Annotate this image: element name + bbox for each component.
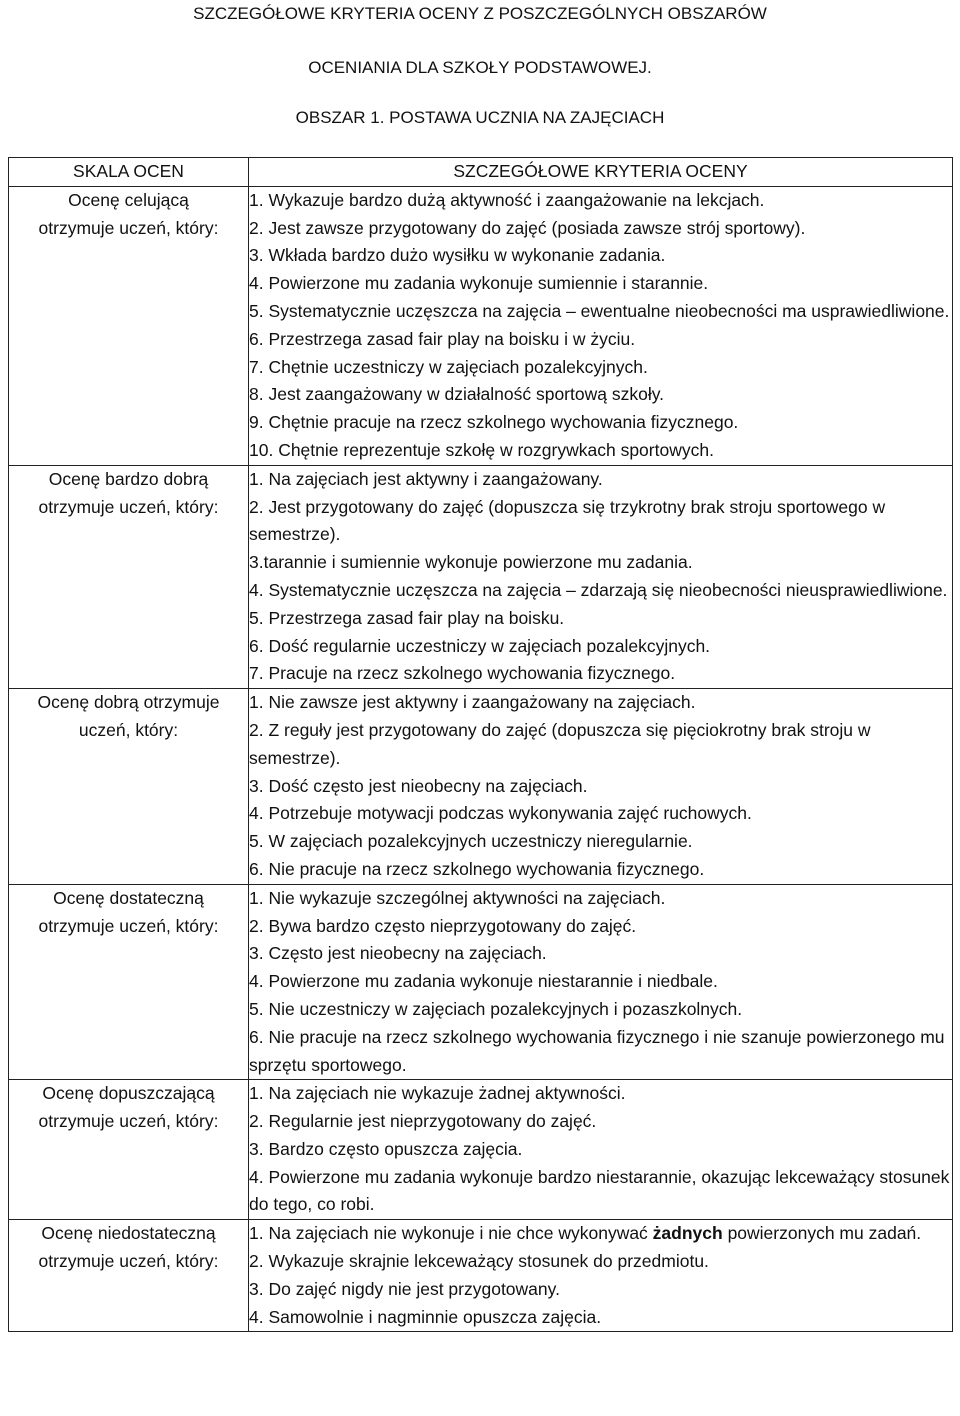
criterion-item: 2. Bywa bardzo często nieprzygotowany do zajęć. — [249, 915, 637, 936]
table-row — [9, 186, 953, 465]
criteria-table — [8, 157, 953, 1332]
criteria-cell — [249, 1080, 953, 1220]
grade-cell — [9, 1080, 249, 1220]
table-row — [9, 1080, 953, 1220]
criterion-item: 4. Systematycznie uczęszcza na zajęcia – zdarzają się nieobecności nieusprawiedliwione. — [249, 579, 948, 600]
criterion-item: 6. Nie pracuje na rzecz szkolnego wychowania fizycznego. — [249, 858, 705, 879]
criterion-item: 3.tarannie i sumiennie wykonuje powierzone mu zadania. — [249, 552, 693, 573]
table-header-row — [9, 158, 953, 187]
grade-name: Ocenę dobrą otrzymuje — [37, 692, 220, 713]
grade-subtitle: otrzymuje uczeń, który: — [38, 1111, 219, 1132]
criteria-cell — [249, 186, 953, 465]
criteria-cell — [249, 465, 953, 688]
criterion-item: 3. Do zajęć nigdy nie jest przygotowany. — [249, 1278, 560, 1299]
grade-name: Ocenę bardzo dobrą — [48, 468, 209, 489]
criterion-item: 7. Chętnie uczestniczy w zajęciach pozalekcyjnych. — [249, 356, 648, 377]
criterion-item: 10. Chętnie reprezentuje szkołę w rozgrywkach sportowych. — [249, 439, 714, 460]
grade-name: Ocenę dostateczną — [53, 887, 204, 908]
table-row — [9, 689, 953, 885]
criterion-item: 1. Wykazuje bardzo dużą aktywność i zaangażowanie na lekcjach. — [249, 189, 765, 210]
criterion-item: 1. Nie zawsze jest aktywny i zaangażowany na zajęciach. — [249, 692, 696, 713]
grade-cell — [9, 186, 249, 465]
criterion-item: 2. Jest zawsze przygotowany do zajęć (posiada zawsze strój sportowy). — [249, 217, 806, 238]
grade-subtitle: otrzymuje uczeń, który: — [38, 496, 219, 517]
criterion-item: 5. Nie uczestniczy w zajęciach pozalekcyjnych i pozaszkolnych. — [249, 998, 743, 1019]
criterion-item: 3. Często jest nieobecny na zajęciach. — [249, 943, 547, 964]
criteria-cell — [249, 689, 953, 885]
criteria-cell — [249, 1220, 953, 1332]
grade-cell — [9, 884, 249, 1080]
grade-cell — [9, 689, 249, 885]
grade-cell — [9, 465, 249, 688]
header-scale: SKALA OCEN — [9, 158, 249, 187]
criterion-item: 4. Powierzone mu zadania wykonuje niestarannie i niedbale. — [249, 971, 718, 992]
criterion-item: 5. Przestrzega zasad fair play na boisku. — [249, 607, 565, 628]
criterion-item: 4. Samowolnie i nagminnie opuszcza zajęcia. — [249, 1306, 602, 1327]
grade-subtitle: uczeń, który: — [78, 719, 179, 740]
criterion-item: 3. Dość często jest nieobecny na zajęciach. — [249, 775, 588, 796]
criterion-item: 7. Pracuje na rzecz szkolnego wychowania fizycznego. — [249, 663, 676, 684]
criterion-item: 5. W zajęciach pozalekcyjnych uczestniczy nieregularnie. — [249, 831, 693, 852]
criterion-item: 3. Wkłada bardzo dużo wysiłku w wykonanie zadania. — [249, 245, 666, 266]
table-row — [9, 465, 953, 688]
criterion-item: 2. Regularnie jest nieprzygotowany do zajęć. — [249, 1111, 597, 1132]
criteria-cell — [249, 884, 953, 1080]
criterion-item: 4. Powierzone mu zadania wykonuje bardzo niestarannie, okazując lekceważący stosunek do tego, co robi. — [249, 1166, 950, 1215]
grade-cell — [9, 1220, 249, 1332]
header-criteria: SZCZEGÓŁOWE KRYTERIA OCENY — [249, 158, 953, 187]
criterion-item: 6. Przestrzega zasad fair play na boisku i w życiu. — [249, 328, 636, 349]
criterion-item: 8. Jest zaangażowany w działalność sportową szkoły. — [249, 384, 665, 405]
grade-subtitle: otrzymuje uczeń, który: — [38, 1251, 219, 1272]
criterion-item: 1. Nie wykazuje szczególnej aktywności na zajęciach. — [249, 887, 666, 908]
criterion-item: 1. Na zajęciach jest aktywny i zaangażowany. — [249, 468, 603, 489]
criterion-item: 6. Dość regularnie uczestniczy w zajęciach pozalekcyjnych. — [249, 635, 711, 656]
table-row — [9, 884, 953, 1080]
criterion-item: 2. Jest przygotowany do zajęć (dopuszcza się trzykrotny brak stroju sportowego w semestrze). — [249, 496, 886, 545]
table-row — [9, 1220, 953, 1332]
grade-name: Ocenę niedostateczną — [41, 1223, 216, 1244]
criterion-item: 9. Chętnie pracuje na rzecz szkolnego wychowania fizycznego. — [249, 412, 739, 433]
criterion-text: 1. Na zajęciach nie wykonuje i nie chce wykonywać — [249, 1223, 653, 1244]
section-title: OBSZAR 1. POSTAWA UCZNIA NA ZAJĘCIACH — [295, 108, 665, 127]
criterion-item: 1. Na zajęciach nie wykazuje żadnej aktywności. — [249, 1083, 626, 1104]
grade-subtitle: otrzymuje uczeń, który: — [38, 915, 219, 936]
criterion-emphasis: żadnych — [652, 1223, 723, 1244]
document-title-line2: OCENIANIA DLA SZKOŁY PODSTAWOWEJ. — [308, 58, 652, 77]
grade-name: Ocenę celującą — [68, 189, 189, 210]
criterion-item: 3. Bardzo często opuszcza zajęcia. — [249, 1138, 523, 1159]
criterion-item: 2. Z reguły jest przygotowany do zajęć (dopuszcza się pięciokrotny brak stroju w semestrze). — [249, 719, 871, 768]
document-title-line1: SZCZEGÓŁOWE KRYTERIA OCENY Z POSZCZEGÓLNYCH OBSZARÓW — [193, 4, 767, 23]
criterion-item: 2. Wykazuje skrajnie lekceważący stosunek do przedmiotu. — [249, 1251, 709, 1272]
criterion-item: 4. Potrzebuje motywacji podczas wykonywania zajęć ruchowych. — [249, 803, 752, 824]
criterion-item — [249, 1220, 952, 1248]
criterion-text: powierzonych mu zadań. — [722, 1223, 922, 1244]
criterion-item: 5. Systematycznie uczęszcza na zajęcia – ewentualne nieobecności ma usprawiedliwione. — [249, 300, 950, 321]
grade-name: Ocenę dopuszczającą — [42, 1083, 215, 1104]
criterion-item: 4. Powierzone mu zadania wykonuje sumiennie i starannie. — [249, 273, 709, 294]
grade-subtitle: otrzymuje uczeń, który: — [38, 217, 219, 238]
criterion-item: 6. Nie pracuje na rzecz szkolnego wychowania fizycznego i nie szanuje powierzonego mu sprzętu sportowego. — [249, 1026, 945, 1075]
